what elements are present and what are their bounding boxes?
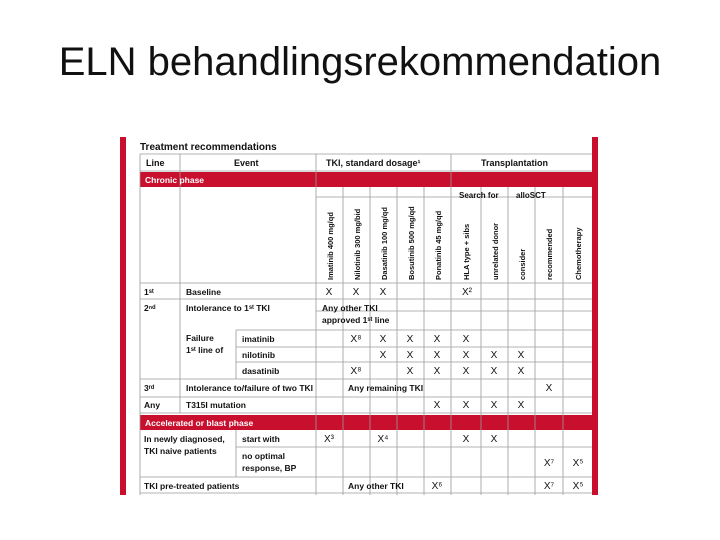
x-baseline-dasatinib: X xyxy=(379,287,387,298)
x-fail-ima-dasatinib: X xyxy=(379,334,387,345)
x-newly-imatinib: X³ xyxy=(324,434,334,445)
x-fail-ima-nilotinib: X⁸ xyxy=(350,334,362,345)
slide-title: ELN behandlingsrekommendation xyxy=(58,40,662,84)
x-fail-das-bosutinib: X xyxy=(406,366,414,377)
x-third-recommended: X xyxy=(545,383,553,394)
x-any-consider: X xyxy=(517,400,525,411)
failure-dasatinib-drug: dasatinib xyxy=(242,366,280,376)
col-chemotherapy: Chemotherapy xyxy=(574,227,583,280)
row-intolerance-tki-2: approved 1ˢᵗ line xyxy=(322,315,390,325)
x-fail-nil-consider: X xyxy=(517,350,525,361)
x-newly-unrelated: X xyxy=(490,434,498,445)
no-optimal-label-1: no optimal xyxy=(242,451,285,461)
x-any-ponatinib: X xyxy=(433,400,441,411)
row-baseline-event: Baseline xyxy=(186,287,221,297)
failure-label-2: 1ˢᵗ line of xyxy=(186,345,224,355)
x-baseline-hla: X² xyxy=(462,287,472,298)
x-fail-das-consider: X xyxy=(517,366,525,377)
row-any-line: Any xyxy=(144,400,161,410)
x-any-unrelated: X xyxy=(490,400,498,411)
row-third-event: Intolerance to/failure of two TKI xyxy=(186,383,314,393)
failure-imatinib-drug: imatinib xyxy=(242,334,275,344)
x-pretreated-ponatinib: X⁶ xyxy=(431,481,443,492)
table-title: Treatment recommendations xyxy=(140,142,277,153)
no-optimal-label-2: response, BP xyxy=(242,463,297,473)
chronic-phase-bar xyxy=(140,172,592,187)
col-recommended: recommended xyxy=(545,228,554,280)
x-fail-das-nilotinib: X⁸ xyxy=(350,366,362,377)
table-sheet xyxy=(126,137,592,495)
treatment-table xyxy=(126,137,592,495)
failure-label-1: Failure xyxy=(186,333,214,343)
x-fail-ima-bosutinib: X xyxy=(406,334,414,345)
newly-sub: start with xyxy=(242,434,280,444)
col-hla-type: HLA type + sibs xyxy=(462,223,471,280)
col-imatinib: Imatinib 400 mg/qd xyxy=(326,212,335,280)
x-newly-bosutinib: X⁴ xyxy=(377,434,389,445)
x-pretreated-recommended: X⁷ xyxy=(543,481,555,492)
header-allosct: alloSCT xyxy=(516,191,546,200)
x-fail-das-ponatinib: X xyxy=(433,366,441,377)
col-dasatinib: Dasatinib 100 mg/qd xyxy=(380,207,389,280)
x-fail-nil-unrelated: X xyxy=(490,350,498,361)
header-event: Event xyxy=(234,158,259,168)
x-baseline-imatinib: X xyxy=(325,287,333,298)
x-pretreated-chemo: X⁵ xyxy=(572,481,584,492)
x-fail-das-hla: X xyxy=(462,366,470,377)
col-bosutinib: Bosutinib 500 mg/qd xyxy=(407,206,416,280)
header-transplantation: Transplantation xyxy=(481,158,549,168)
x-fail-nil-ponatinib: X xyxy=(433,350,441,361)
row-any-event: T315I mutation xyxy=(186,400,246,410)
header-line: Line xyxy=(146,158,165,168)
x-fail-ima-ponatinib: X xyxy=(433,334,441,345)
col-unrelated-donor: unrelated donor xyxy=(491,222,500,280)
row-intolerance-event: Intolerance to 1ˢᵗ TKI xyxy=(186,303,270,313)
row-third-tki: Any remaining TKI xyxy=(348,383,424,393)
x-baseline-nilotinib: X xyxy=(352,287,360,298)
col-consider: consider xyxy=(518,248,527,280)
x-nooptimal-chemo: X⁵ xyxy=(572,458,584,469)
col-nilotinib: Nilotinib 300 mg/bid xyxy=(353,208,362,280)
x-fail-nil-hla: X xyxy=(462,350,470,361)
pretreated-label: TKI pre-treated patients xyxy=(144,481,240,491)
x-fail-nil-bosutinib: X xyxy=(406,350,414,361)
row-third-line: 3ʳᵈ xyxy=(144,383,155,393)
newly-label-1: In newly diagnosed, xyxy=(144,434,225,444)
header-tki: TKI, standard dosage¹ xyxy=(326,158,421,168)
pretreated-tki: Any other TKI xyxy=(348,481,404,491)
x-fail-nil-dasatinib: X xyxy=(379,350,387,361)
newly-label-2: TKI naive patients xyxy=(144,446,217,456)
header-search-for: Search for xyxy=(459,191,499,200)
x-any-hla: X xyxy=(462,400,470,411)
failure-nilotinib-drug: nilotinib xyxy=(242,350,276,360)
table-frame xyxy=(120,137,598,495)
row-baseline-line: 1ˢᵗ xyxy=(144,287,154,297)
x-nooptimal-recommended: X⁷ xyxy=(543,458,555,469)
x-fail-ima-hla: X xyxy=(462,334,470,345)
x-fail-das-unrelated: X xyxy=(490,366,498,377)
row-intolerance-line: 2ⁿᵈ xyxy=(144,303,156,313)
x-newly-hla: X xyxy=(462,434,470,445)
section-chronic-phase: Chronic phase xyxy=(145,175,205,185)
col-ponatinib: Ponatinib 45 mg/qd xyxy=(434,210,443,280)
section-accelerated-phase: Accelerated or blast phase xyxy=(145,418,254,428)
row-intolerance-tki-1: Any other TKI xyxy=(322,303,378,313)
